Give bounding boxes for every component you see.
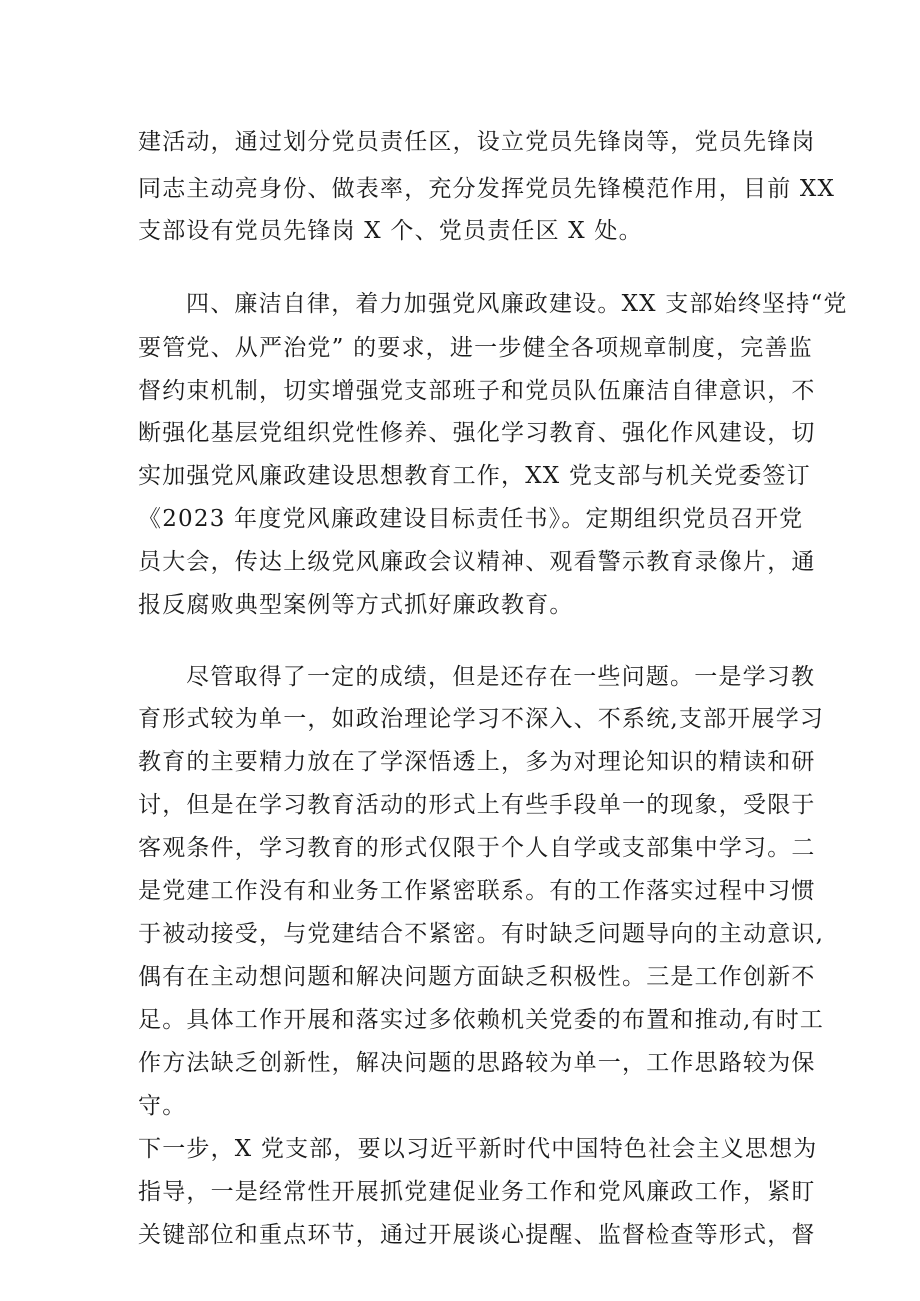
paragraph-line: 守。: [138, 1093, 187, 1119]
paragraph-line: 四、廉洁自律，着力加强党风廉政建设。XX 支部始终坚持“党: [186, 291, 848, 317]
paragraph-line: 讨，但是在学习教育活动的形式上有些手段单一的现象，受限于: [138, 792, 816, 818]
paragraph-line: 实加强党风廉政建设思想教育工作，XX 党支部与机关党委签订: [138, 463, 811, 489]
paragraph-line: 同志主动亮身份、做表率，充分发挥党员先锋模范作用，目前 XX: [138, 176, 836, 202]
paragraph-line: 足。具体工作开展和落实过多依赖机关党委的布置和推动,有时工: [138, 1007, 825, 1033]
paragraph-line: 员大会，传达上级党风廉政会议精神、观看警示教育录像片，通: [138, 549, 816, 575]
paragraph-line: 教育的主要精力放在了学深悟透上，多为对理论知识的精读和研: [138, 749, 816, 775]
paragraph-line: 指导，一是经常性开展抓党建促业务工作和党风廉政工作，紧盯: [138, 1179, 816, 1205]
paragraph-line: 支部设有党员先锋岗 X 个、党员责任区 X 处。: [138, 218, 643, 244]
paragraph-line: 要管党、从严治党” 的要求，进一步健全各项规章制度，完善监: [138, 335, 813, 361]
paragraph-line: 于被动接受，与党建结合不紧密。有时缺乏问题导向的主动意识,: [138, 921, 825, 947]
paragraph-line: 是党建工作没有和业务工作紧密联系。有的工作落实过程中习惯: [138, 878, 816, 904]
paragraph-line: 尽管取得了一定的成绩，但是还存在一些问题。一是学习教: [186, 664, 816, 690]
paragraph-line: 下一步，X 党支部，要以习近平新时代中国特色社会主义思想为: [138, 1136, 818, 1162]
paragraph-line: 《2023 年度党风廉政建设目标责任书》。定期组织党员召开党: [138, 506, 804, 532]
paragraph-line: 建活动，通过划分党员责任区，设立党员先锋岗等，党员先锋岗: [138, 129, 816, 155]
paragraph-line: 偶有在主动想问题和解决问题方面缺乏积极性。三是工作创新不: [138, 964, 816, 990]
paragraph-line: 育形式较为单一，如政治理论学习不深入、不系统,支部开展学习: [138, 706, 825, 732]
paragraph-line: 督约束机制，切实增强党支部班子和党员队伍廉洁自律意识，不: [138, 378, 816, 404]
paragraph-line: 报反腐败典型案例等方式抓好廉政教育。: [138, 592, 574, 618]
paragraph-line: 客观条件，学习教育的形式仅限于个人自学或支部集中学习。二: [138, 835, 816, 861]
paragraph-line: 关键部位和重点环节，通过开展谈心提醒、监督检查等形式，督: [138, 1222, 816, 1248]
paragraph-line: 作方法缺乏创新性，解决问题的思路较为单一，工作思路较为保: [138, 1050, 816, 1076]
paragraph-line: 断强化基层党组织党性修养、强化学习教育、强化作风建设，切: [138, 420, 816, 446]
